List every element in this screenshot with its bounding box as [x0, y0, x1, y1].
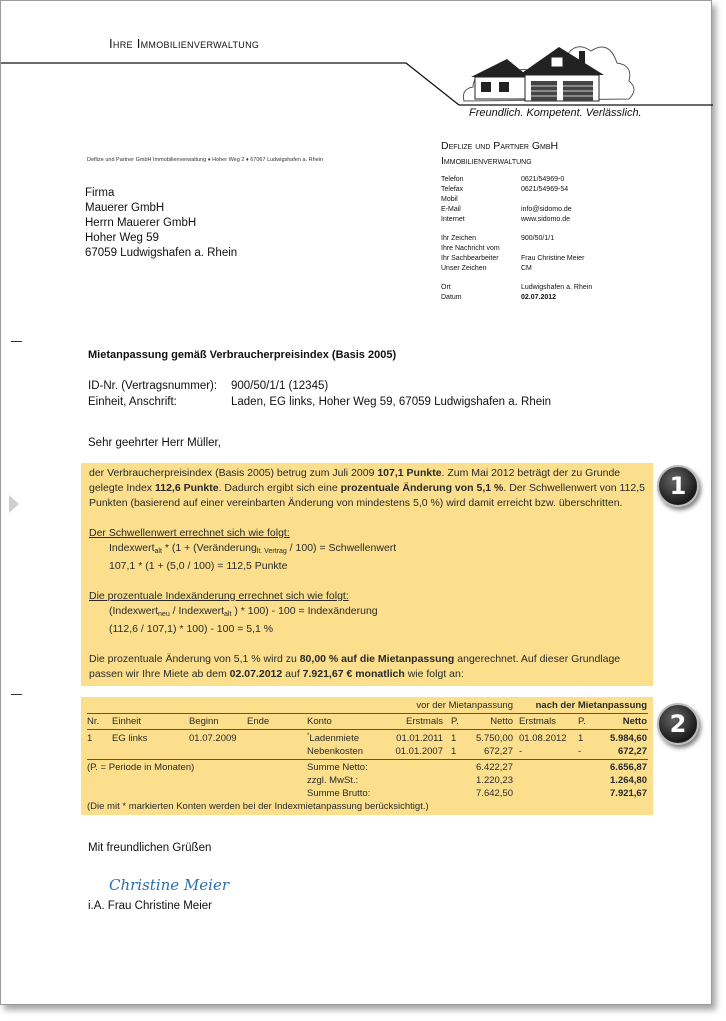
- account-net-new: 672,27: [617, 746, 647, 757]
- table-rule: [87, 759, 648, 760]
- firm-name: [441, 139, 558, 169]
- col-header-unit: Einheit: [112, 716, 142, 727]
- id-value: 900/50/1/1 (12345): [231, 380, 329, 392]
- group-after-header: nach der Mietanpassung: [535, 700, 647, 711]
- sum-gross: 7.642,50: [476, 788, 513, 799]
- info-label: Ort: [441, 284, 451, 291]
- info-label: Telefax: [441, 186, 464, 193]
- info-label: E-Mail: [441, 206, 461, 213]
- col-header-nr: Nr.: [87, 716, 100, 727]
- fax-value: 0621/54969-54: [521, 186, 569, 193]
- recipient-line: Hoher Weg 59: [85, 232, 159, 244]
- recipient-line: Herrn Mauerer GmbH: [85, 217, 197, 229]
- col-header-net-new: Netto: [622, 716, 647, 727]
- col-header-period-new: P.: [578, 716, 586, 727]
- sender-line: Deflize und Partner GmbH Immobilienverwaltung ♦ Hoher Weg 2 ♦ 67067 Ludwigshafen a. Rhein: [87, 157, 324, 163]
- firm-line-1: Deflize und Partner GmbH: [441, 140, 559, 152]
- table-rule: [87, 729, 648, 730]
- company-title: Ihre Immobilienverwaltung: [109, 36, 260, 51]
- row-unit: EG links: [112, 733, 148, 744]
- group-before-header: vor der Mietanpassung: [416, 700, 513, 711]
- col-header-end: Ende: [247, 716, 270, 727]
- clerk-value: Frau Christine Meier: [521, 255, 585, 262]
- unit-label: Einheit, Anschrift:: [88, 396, 177, 408]
- row-nr: 1: [87, 733, 93, 744]
- vat: 1.220,23: [476, 775, 513, 786]
- vat-label: zzgl. MwSt.:: [307, 775, 359, 786]
- account-net-new: 5.984,60: [610, 733, 647, 744]
- slogan: Freundlich. Kompetent. Verlässlich.: [469, 107, 642, 119]
- threshold-heading: Der Schwellenwert errechnet sich wie folgt:: [89, 527, 290, 539]
- info-label: Mobil: [441, 196, 458, 203]
- col-header-net: Netto: [490, 716, 513, 727]
- signer-name: i.A. Frau Christine Meier: [88, 900, 212, 912]
- account-period: 1: [451, 733, 457, 744]
- info-label: Ihr Sachbearbeiter: [441, 255, 499, 262]
- col-header-first: Erstmals: [406, 716, 443, 727]
- handwritten-signature: Christine Meier: [109, 876, 230, 894]
- house-logo-icon: [459, 29, 639, 109]
- account-net: 5.750,00: [476, 733, 513, 744]
- phone-value: 0621/54969-0: [521, 176, 565, 183]
- body-text: [89, 466, 649, 682]
- info-label: Telefon: [441, 176, 464, 183]
- table-footnote: (Die mit * markierten Konten werden bei der Indexmietanpassung berücksichtigt.): [87, 801, 429, 812]
- threshold-formula: Indexwert$_{alt}$ * (1 + (Veränderung$_{lt. Vertrag}$ / 100) = Schwellenwert: [109, 542, 397, 555]
- badge-one-icon: 1: [657, 465, 699, 507]
- subject-line: Mietanpassung gemäß Verbraucherpreisindex (Basis 2005): [88, 349, 397, 361]
- col-header-first-new: Erstmals: [519, 716, 556, 727]
- firm-line-2: Immobilienverwaltung: [441, 155, 532, 167]
- sum-net-label: Summe Netto:: [307, 762, 368, 773]
- recipient-line: Mauerer GmbH: [85, 202, 165, 214]
- your-ref-value: 900/50/1/1: [521, 235, 555, 242]
- punch-mark-arrow-icon: [9, 495, 19, 513]
- contact-info: [441, 175, 641, 303]
- greeting: Sehr geehrter Herr Müller,: [88, 437, 221, 449]
- intro-paragraph: der Verbraucherpreisindex (Basis 2005) betrug zum Juli 2009 107,1 Punkte. Zum Mai 2012 beträgt der zu Grunde gelegte Index 112,6 Punkte. Dadurch ergibt sich eine prozentuale Änderung von 5,1 %. Der Schwellenwert von 112,5 Punkten (basierend auf einer vereinbarten Änderung von mindestens 5,0 %) wird damit erreicht bzw. überschritten.: [89, 467, 645, 509]
- threshold-calculation: 107,1 * (1 + (5,0 / 100) = 112,5 Punkte: [109, 560, 288, 572]
- recipient-line: Firma: [85, 187, 115, 199]
- index-change-formula: (Indexwert$_{neu}$ / Indexwert$_{alt}$ ) * 100) - 100 = Indexänderung: [109, 605, 378, 618]
- account-first-new: -: [519, 746, 523, 757]
- info-label: Ihre Nachricht vom: [441, 245, 500, 252]
- sum-gross-label: Summe Brutto:: [307, 788, 371, 799]
- account-first-new: 01.08.2012: [519, 733, 567, 744]
- account-first: 01.01.2011: [396, 733, 443, 744]
- badge-two-icon: 2: [657, 703, 699, 745]
- fold-mark: [11, 341, 22, 342]
- recipient-line: 67059 Ludwigshafen a. Rhein: [85, 247, 238, 259]
- account-period: 1: [451, 746, 457, 757]
- website-value: www.sidomo.de: [521, 216, 571, 223]
- sum-gross-new: 7.921,67: [610, 788, 647, 799]
- account-net: 672,27: [483, 746, 513, 757]
- our-ref-value: CM: [521, 265, 532, 272]
- contract-id-block: [88, 378, 551, 410]
- index-change-heading: Die prozentuale Indexänderung errechnet sich wie folgt:: [89, 590, 349, 602]
- info-label: Datum: [441, 294, 462, 301]
- row-begin: 01.07.2009: [189, 733, 237, 744]
- place-value: Ludwigshafen a. Rhein: [521, 284, 593, 291]
- sum-net: 6.422,27: [476, 762, 513, 773]
- unit-value: Laden, EG links, Hoher Weg 59, 67059 Ludwigshafen a. Rhein: [231, 396, 552, 408]
- fold-mark: [11, 694, 22, 695]
- email-value: info@sidomo.de: [521, 206, 572, 213]
- account-name: Nebenkosten: [307, 746, 363, 757]
- table-rule: [87, 713, 648, 714]
- info-label: Unser Zeichen: [441, 265, 487, 272]
- col-header-begin: Beginn: [189, 716, 219, 727]
- account-first: 01.01.2007: [395, 746, 443, 757]
- col-header-account: Konto: [307, 716, 332, 727]
- vat-new: 1.264,80: [610, 775, 647, 786]
- recipient-address: [85, 186, 237, 261]
- account-period-new: -: [578, 746, 582, 757]
- index-change-calculation: (112,6 / 107,1) * 100) - 100 = 5,1 %: [109, 623, 274, 635]
- account-name: *Ladenmiete: [307, 733, 359, 745]
- date-value: 02.07.2012: [521, 294, 557, 301]
- adjustment-paragraph: Die prozentuale Änderung von 5,1 % wird zu 80,00 % auf die Mietanpassung angerechnet. Auf dieser Grundlage passen wir Ihre Miete ab dem 02.07.2012 auf 7.921,67 € monatlich wie folgt an:: [89, 653, 621, 680]
- info-label: Ihr Zeichen: [441, 235, 477, 242]
- id-label: ID-Nr. (Vertragsnummer):: [88, 380, 218, 392]
- info-label: Internet: [441, 216, 465, 223]
- period-note: (P. = Periode in Monaten): [87, 762, 195, 773]
- closing: Mit freundlichen Grüßen: [88, 842, 212, 854]
- sum-net-new: 6.656,87: [610, 762, 647, 773]
- account-period-new: 1: [578, 733, 584, 744]
- col-header-period: P.: [451, 716, 459, 727]
